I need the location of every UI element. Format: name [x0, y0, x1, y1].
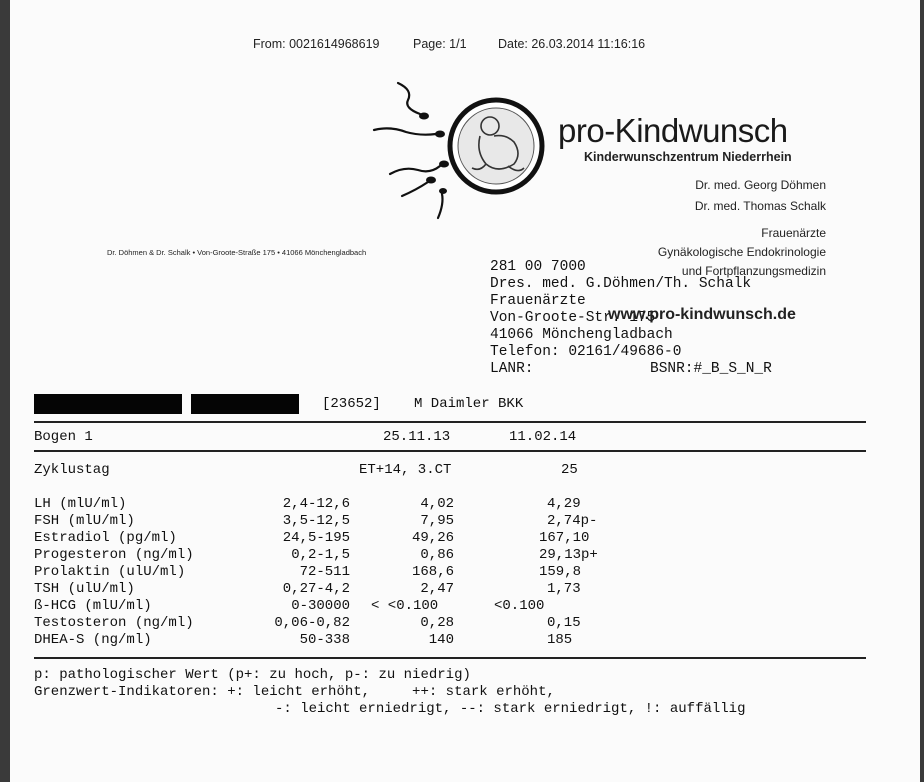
clinic-website: www.pro-kindwunsch.de — [608, 306, 796, 323]
clinic-logo-graphic — [368, 78, 558, 228]
recipient-line-2: Dres. med. G.Döhmen/Th. Schalk — [490, 276, 752, 292]
date-col-2: 11.02.14 — [509, 429, 577, 445]
row-test-name: DHEA-S (ng/ml) — [34, 632, 152, 648]
zyklus-label: Zyklustag — [34, 462, 110, 478]
row-reference-range: 2,4-12,6 — [282, 496, 350, 512]
row-value-2: <0.100 — [494, 598, 545, 614]
clinic-subtitle: Kinderwunschzentrum Niederrhein — [584, 150, 792, 164]
lanr-label: LANR: — [490, 361, 534, 377]
zyklus-value-1: ET+14, 3.CT — [359, 462, 452, 478]
row-reference-range: 0,2-1,5 — [291, 547, 350, 563]
row-value-1: < <0.100 — [371, 598, 439, 614]
row-value-2: 4,29 — [547, 496, 581, 512]
row-value-1: 0,28 — [420, 615, 454, 631]
row-value-2: 2,74p- — [547, 513, 598, 529]
row-value-1: 0,86 — [420, 547, 454, 563]
row-test-name: TSH (ulU/ml) — [34, 581, 135, 597]
patient-insurance: M Daimler BKK — [414, 396, 524, 412]
row-test-name: Progesteron (ng/ml) — [34, 547, 194, 563]
row-reference-range: 0,06-0,82 — [274, 615, 350, 631]
footnote-indicators-cont: -: leicht erniedrigt, --: stark erniedrigt, !: auffällig — [275, 701, 746, 717]
date-col-1: 25.11.13 — [383, 429, 451, 445]
row-value-1: 4,02 — [420, 496, 454, 512]
recipient-line-4: Von-Groote-Str. 175 — [490, 310, 656, 326]
row-value-2: 0,15 — [547, 615, 581, 631]
row-reference-range: 72-511 — [299, 564, 350, 580]
row-reference-range: 0,27-4,2 — [282, 581, 350, 597]
bsnr-label: BSNR:#_B_S_N_R — [650, 361, 772, 377]
row-value-2: 185 — [547, 632, 573, 648]
row-test-name: LH (mlU/ml) — [34, 496, 127, 512]
row-value-2: 159,8 — [539, 564, 582, 580]
row-value-2: 29,13p+ — [539, 547, 598, 563]
row-test-name: ß-HCG (mlU/ml) — [34, 598, 152, 614]
fax-page: Page: 1/1 — [413, 37, 467, 51]
row-value-2: 1,73 — [547, 581, 581, 597]
row-test-name: Estradiol (pg/ml) — [34, 530, 177, 546]
divider — [34, 450, 866, 452]
fax-document — [10, 0, 920, 782]
zyklus-value-2: 25 — [561, 462, 578, 478]
footnote-indicators: Grenzwert-Indikatoren: +: leicht erhöht, ++: stark erhöht, — [34, 684, 555, 700]
divider — [34, 421, 866, 423]
footnote-pathological: p: pathologischer Wert (p+: zu hoch, p-: zu niedrig) — [34, 667, 471, 683]
recipient-line-1: 281 00 7000 — [490, 259, 586, 275]
patient-id: [23652] — [322, 396, 381, 412]
recipient-line-5: 41066 Mönchengladbach — [490, 327, 673, 343]
fax-from: From: 0021614968619 — [253, 37, 380, 51]
recipient-line-6: Telefon: 02161/49686-0 — [490, 344, 682, 360]
row-test-name: Prolaktin (ulU/ml) — [34, 564, 186, 580]
specialty-1: Frauenärzte — [761, 226, 826, 240]
recipient-line-3: Frauenärzte — [490, 293, 586, 309]
row-test-name: Testosteron (ng/ml) — [34, 615, 194, 631]
row-reference-range: 0-30000 — [291, 598, 350, 614]
row-value-1: 7,95 — [420, 513, 454, 529]
redacted-name-block — [191, 394, 299, 414]
doctor-1: Dr. med. Georg Döhmen — [695, 178, 826, 192]
row-value-2: 167,10 — [539, 530, 590, 546]
row-reference-range: 24,5-195 — [282, 530, 350, 546]
return-address: Dr. Döhmen & Dr. Schalk • Von-Groote-Straße 175 • 41066 Mönchengladbach — [107, 248, 367, 257]
row-value-1: 49,26 — [411, 530, 454, 546]
row-reference-range: 50-338 — [299, 632, 350, 648]
doctor-2: Dr. med. Thomas Schalk — [694, 199, 826, 213]
divider — [34, 657, 866, 659]
clinic-name: pro-Kindwunsch — [558, 112, 788, 149]
row-value-1: 168,6 — [411, 564, 454, 580]
bogen-label: Bogen 1 — [34, 429, 93, 445]
fax-date: Date: 26.03.2014 11:16:16 — [498, 37, 646, 51]
row-value-1: 2,47 — [420, 581, 454, 597]
row-test-name: FSH (mlU/ml) — [34, 513, 135, 529]
redacted-name-block — [34, 394, 182, 414]
specialty-2: Gynäkologische Endokrinologie — [657, 245, 826, 259]
row-reference-range: 3,5-12,5 — [282, 513, 350, 529]
specialty-3: und Fortpflanzungsmedizin — [681, 264, 826, 278]
row-value-1: 140 — [428, 632, 454, 648]
